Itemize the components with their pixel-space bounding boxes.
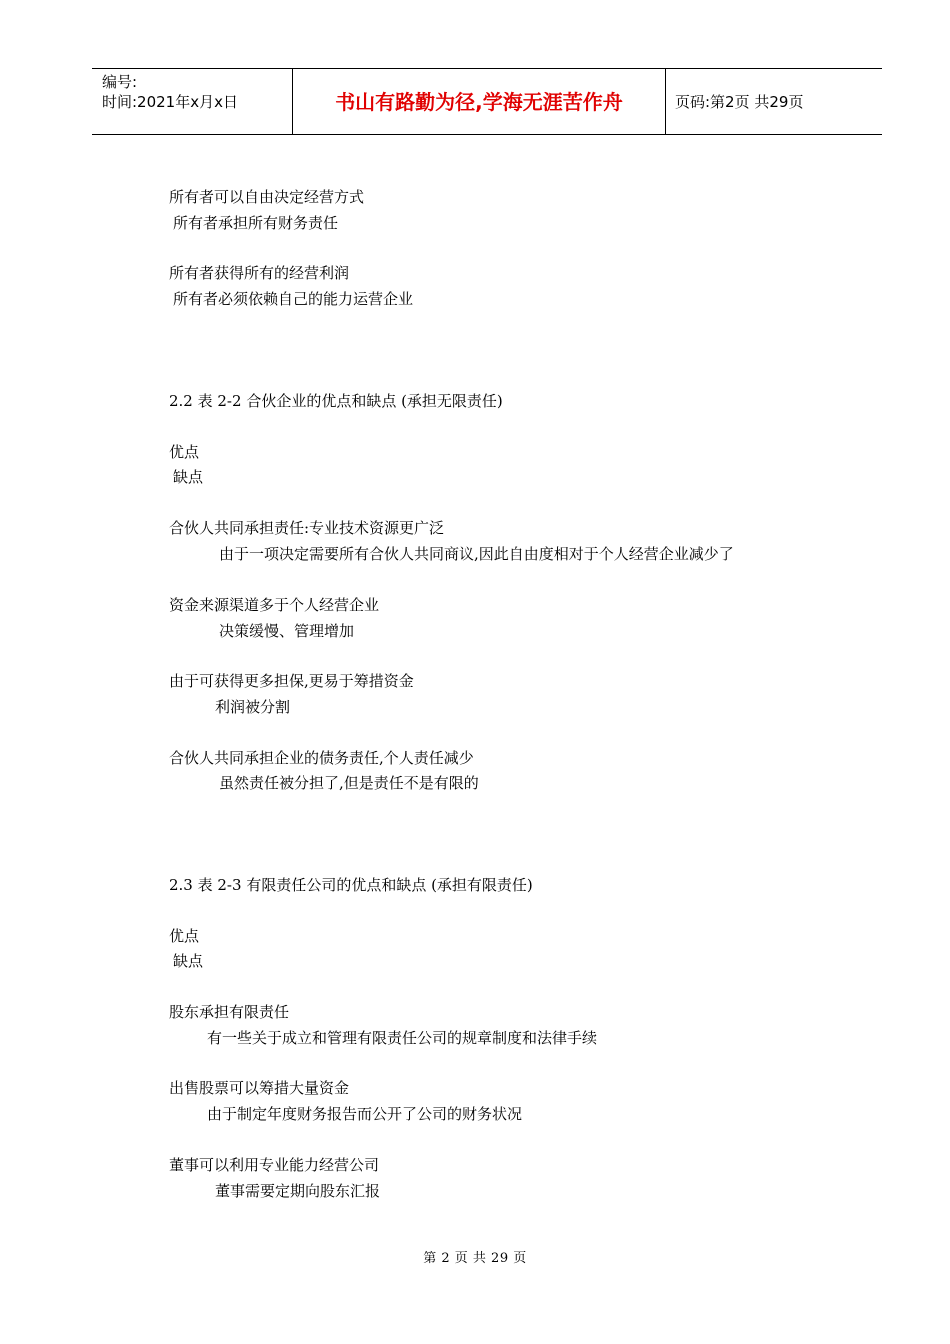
s23-advantages-label: 优点 [169,927,200,945]
s23-disadvantage-1: 有一些关于成立和管理有限责任公司的规章制度和法律手续 [207,1029,598,1047]
s23-advantage-2: 出售股票可以筹措大量资金 [169,1079,350,1097]
section-2-2-title: 2.2 表 2-2 合伙企业的优点和缺点 (承担无限责任) [169,392,503,410]
s23-advantage-3: 董事可以利用专业能力经营公司 [169,1156,380,1174]
s22-advantage-2: 资金来源渠道多于个人经营企业 [169,596,380,614]
s22-advantage-3: 由于可获得更多担保,更易于筹措资金 [169,672,414,690]
sole-disadvantage-2: 所有者必须依赖自己的能力运营企业 [173,290,414,308]
s22-advantages-label: 优点 [169,443,200,461]
s23-advantage-1: 股东承担有限责任 [169,1003,290,1021]
sole-advantage-1: 所有者可以自由决定经营方式 [169,188,365,206]
s22-disadvantages-label: 缺点 [173,468,204,486]
s22-disadvantage-3: 利润被分割 [215,698,291,716]
header-slogan: 书山有路勤为径,学海无涯苦作舟 [293,69,666,134]
s22-advantage-1: 合伙人共同承担责任:专业技术资源更广泛 [169,519,445,537]
s23-disadvantage-2: 由于制定年度财务报告而公开了公司的财务状况 [207,1105,523,1123]
sole-advantage-2: 所有者获得所有的经营利润 [169,264,350,282]
header-page-number: 页码:第2页 共29页 [675,93,804,111]
s23-disadvantages-label: 缺点 [173,952,204,970]
s22-disadvantage-1: 由于一项决定需要所有合伙人共同商议,因此自由度相对于个人经营企业减少了 [219,545,734,563]
page-footer: 第 2 页 共 29 页 [423,1251,527,1266]
s23-disadvantage-3: 董事需要定期向股东汇报 [215,1182,381,1200]
sole-disadvantage-1: 所有者承担所有财务责任 [173,214,339,232]
s22-disadvantage-2: 决策缓慢、管理增加 [219,622,355,640]
serial-number-label: 编号: [102,73,138,91]
section-2-3-title: 2.3 表 2-3 有限责任公司的优点和缺点 (承担有限责任) [169,876,533,894]
time-label: 时间:2021年x月x日 [102,93,238,111]
s22-disadvantage-4: 虽然责任被分担了,但是责任不是有限的 [219,774,479,792]
s22-advantage-4: 合伙人共同承担企业的债务责任,个人责任减少 [169,749,474,767]
